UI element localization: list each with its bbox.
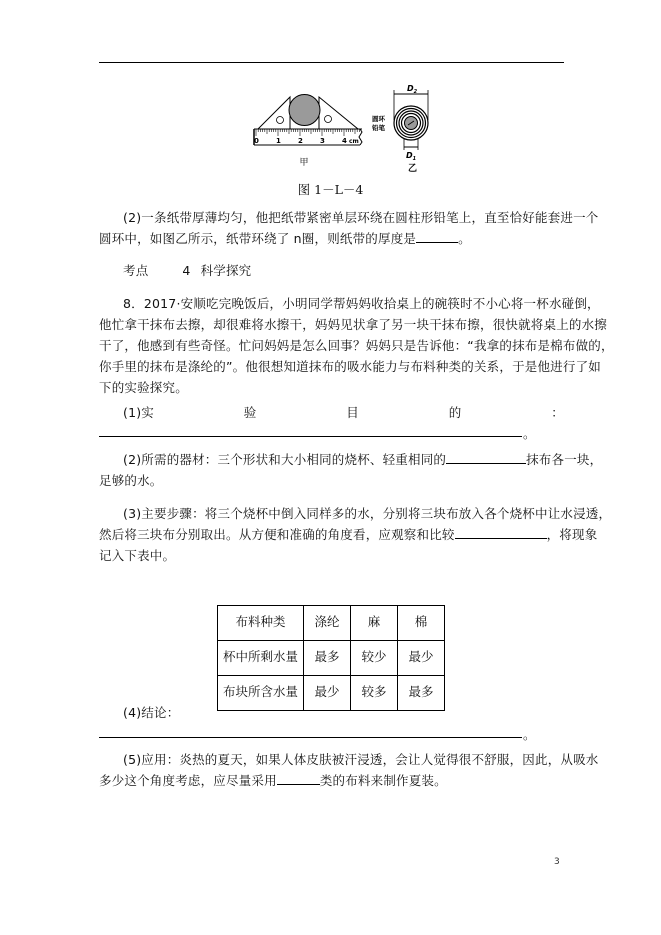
sub1-end: 。 bbox=[523, 426, 536, 441]
section-title: 科学探究 bbox=[200, 263, 252, 278]
table-header-cell: 布料种类 bbox=[218, 606, 304, 641]
ring-label: 圆环 bbox=[372, 115, 385, 123]
q2-line2-text: 圆环中，如图乙所示，纸带环绕了 n圈，则纸带的厚度是 bbox=[99, 231, 417, 246]
q8-line1: 8．2017·安顺吃完晚饭后，小明同学帮妈妈收拾桌上的碗筷时不小心将一杯水碰倒， bbox=[123, 296, 600, 311]
q8-sub1 bbox=[99, 405, 564, 421]
table-header-cell: 涤纶 bbox=[304, 606, 351, 641]
q8-line4: 你手里的抹布是涤纶的”。他很想知道抹布的吸水能力与布料种类的关系，于是他进行了如 bbox=[99, 359, 601, 374]
q8-sub2-line1 bbox=[99, 452, 603, 468]
sub1-part: 目 bbox=[346, 405, 359, 420]
q8-sub3-line1: (3)主要步骤：将三个烧杯中倒入同样多的水，分别将三块布放入各个烧杯中让水浸透， bbox=[123, 506, 612, 521]
table-cell: 最少 bbox=[398, 641, 445, 676]
figure-label-yi: 乙 bbox=[408, 164, 418, 174]
q8-sub5-line2 bbox=[99, 773, 564, 789]
sub2-text: (2)所需的器材：三个形状和大小相同的烧杯、轻重相同的 bbox=[123, 452, 447, 467]
figure-jia-ruler-setup bbox=[254, 95, 362, 169]
ruler-tick-label: 4 bbox=[342, 137, 347, 145]
sub4-end: 。 bbox=[523, 727, 536, 742]
figure-yi-ring bbox=[372, 84, 428, 174]
table-cell: 较少 bbox=[351, 641, 398, 676]
table-cell: 最多 bbox=[304, 641, 351, 676]
q8-sub2-line2: 足够的水。 bbox=[99, 473, 163, 488]
sub3-text-end: ，将现象 bbox=[546, 527, 598, 542]
answer-blank-fabric-type[interactable] bbox=[277, 773, 320, 785]
section-heading bbox=[99, 263, 588, 279]
sub1-part: 验 bbox=[243, 405, 257, 420]
results-table bbox=[217, 605, 445, 711]
q8-sub4-label: (4)结论： bbox=[123, 705, 180, 720]
figure-caption: 图 1－L－4 bbox=[297, 182, 364, 197]
q2-line1: (2)一条纸带厚薄均匀，他把纸带紧密单层环绕在圆柱形铅笔上，直至恰好能套进一个 bbox=[123, 210, 599, 225]
answer-blank-fabric[interactable] bbox=[446, 452, 526, 464]
pencil-label: 铅笔 bbox=[372, 124, 385, 132]
sub1-part: ： bbox=[551, 405, 564, 420]
answer-blank-conclusion[interactable] bbox=[99, 737, 522, 738]
section-label: 考点 bbox=[123, 263, 149, 278]
q8-line5: 下的实验探究。 bbox=[99, 380, 188, 395]
q8-line2: 他忙拿干抹布去擦，却很难将水擦干，妈妈见状拿了另一块干抹布擦，很快就将桌上的水擦 bbox=[99, 317, 608, 332]
ruler-tick-label: 0 bbox=[254, 137, 259, 145]
ruler-tick-label: 1 bbox=[276, 137, 281, 145]
outer-diameter-label: $D_2$ bbox=[407, 84, 418, 95]
ruler bbox=[254, 129, 362, 145]
ruler-unit-label: cm bbox=[349, 138, 359, 145]
figure-measurement bbox=[250, 80, 450, 175]
table-cell: 最少 bbox=[304, 676, 351, 711]
sub2-text-end: 抹布各一块， bbox=[526, 452, 603, 467]
q2-line2-end: 。 bbox=[458, 231, 471, 246]
answer-blank-purpose[interactable] bbox=[99, 436, 522, 437]
inner-diameter-label: $D_1$ bbox=[406, 151, 417, 162]
q2-line2 bbox=[99, 231, 564, 247]
answer-blank-observe[interactable] bbox=[455, 527, 547, 539]
sub1-part: (1)实 bbox=[123, 405, 155, 420]
table-row bbox=[218, 641, 445, 676]
table-header-cell: 棉 bbox=[398, 606, 445, 641]
answer-blank-thickness[interactable] bbox=[416, 231, 458, 243]
header-rule bbox=[99, 62, 564, 63]
q8-sub5-line1: (5)应用：炎热的夏天，如果人体皮肤被汗浸透，会让人觉得很不舒服，因此，从吸水 bbox=[123, 752, 599, 767]
table-header-cell: 麻 bbox=[351, 606, 398, 641]
q8-sub3-line3: 记入下表中。 bbox=[99, 548, 176, 563]
table-cell: 杯中所剩水量 bbox=[218, 641, 304, 676]
table-cell: 较多 bbox=[351, 676, 398, 711]
table-cell: 布块所含水量 bbox=[218, 676, 304, 711]
page-number: 3 bbox=[554, 857, 560, 867]
sub5-text: 多少这个角度考虑，应尽量采用 bbox=[99, 773, 277, 788]
q8-line3: 干了，他感到有些奇怪。忙问妈妈是怎么回事？妈妈只是告诉他：“我拿的抹布是棉布做的， bbox=[99, 338, 614, 353]
ruler-tick-label: 2 bbox=[298, 137, 303, 145]
q8-sub3-line2 bbox=[99, 527, 598, 543]
table-cell: 最多 bbox=[398, 676, 445, 711]
sub1-part: 的 bbox=[448, 405, 462, 420]
sub5-text-end: 类的布料来制作夏装。 bbox=[319, 773, 447, 788]
section-number: 4 bbox=[182, 263, 191, 278]
table-header-row bbox=[218, 606, 445, 641]
sub3-text: 然后将三块布分别取出。从方便和准确的角度看，应观察和比较 bbox=[99, 527, 455, 542]
figure-label-jia: 甲 bbox=[299, 158, 309, 168]
ruler-tick-label: 3 bbox=[320, 137, 325, 145]
